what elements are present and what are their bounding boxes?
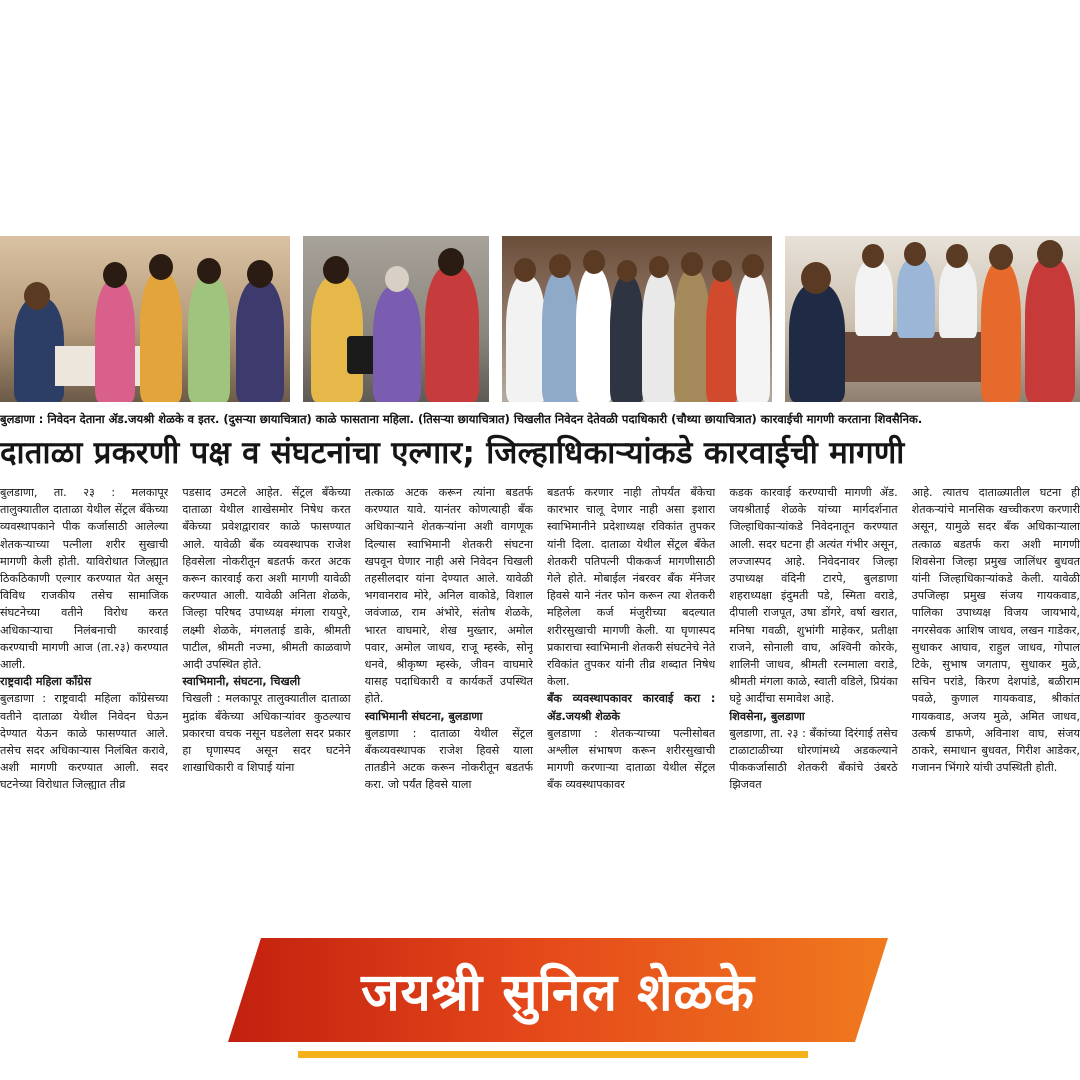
paragraph: पडसाद उमटले आहेत. सेंट्रल बँकेच्या दाताळा येथील शाखेसमोर निषेध करत बँकेच्या प्रवेशद्वारावर काळे फासण्यात आले. यावेळी बँक व्यवस्थापक राजेश हिवसेला नोकरीतून बडतर्फ करत अटक करून कारवाई करा अशी मागणी यावेळी करण्यात आली. यावेळी अनिता शेळके, जिल्हा परिषद उपाध्यक्ष मंगला रायपुरे, लक्ष्मी शेळके, मंगलताई डाके, श्रीमती पाटील, श्रीमती नज्मा, श्रीमती काळवाणे आदी उपस्थित होते.	[182, 486, 351, 672]
article-column-3	[365, 484, 533, 854]
photo-strip	[0, 236, 1080, 402]
subheading: बँक व्यवस्थापकावर कारवाई करा : ॲड.जयश्री शेळके	[546, 692, 716, 723]
banner-underline	[298, 1051, 808, 1058]
subheading: स्वाभिमानी, संघटना, चिखली	[182, 675, 301, 689]
subheading: स्वाभिमानी संघटना, बुलडाणा	[364, 709, 483, 723]
article-column-5	[729, 484, 897, 854]
photo-chikhli-group	[502, 236, 772, 402]
paragraph: तत्काळ अटक करून त्यांना बडतर्फ करण्यात यावे. यानंतर कोणत्याही बँक अधिकाऱ्याने शेतकऱ्यांना अशी वागणूक दिल्यास स्वाभिमानी शेतकरी संघटना खपवून घेणार नाही असे निवेदन चिखली तहसीलदार यांना देण्यात आले. यावेळी भगवानराव मोरे, अनिल वाकोडे, विशाल जवंजाळ, राम अंभोरे, संतोष शेळके, भारत वाघमारे, शेख मुख्तार, अमोल पवार, अमोल जाधव, राजू म्हस्के, सोनू धनवे, श्रीकृष्ण म्हस्के, जीवन वाघमारे यासह पदाधिकारी व कार्यकर्ते उपस्थित होते.	[364, 486, 533, 706]
subheading: शिवसेना, बुलडाणा	[729, 709, 805, 723]
paragraph: चिखली : मलकापूर तालुक्यातील दाताळा मुद्रांक बँकेच्या अधिकाऱ्यांवर कुठल्याच प्रकारचा वचक नसून घडलेला सदर प्रकार हा घृणास्पद असून सदर घटनेने शाखाधिकारी व शिपाई यांना	[182, 692, 351, 775]
article-column-6	[912, 484, 1080, 854]
photo-memorandum-submission	[0, 236, 290, 402]
paragraph: कडक कारवाई करण्याची मागणी ॲड. जयश्रीताई शेळके यांच्या मार्गदर्शनात जिल्हाधिकाऱ्यांकडे निवेदनातून करण्यात आली. सदर घटना ही अत्यंत गंभीर असून, लज्जास्पद आहे. निवेदनावर जिल्हा उपाध्यक्ष वंदिनी टारपे, बुलडाणा शहराध्यक्षा इंदुमती पडे, स्मिता वराडे, दीपाली राजपूत, उषा डोंगरे, वर्षा खरात, मनिषा गवळी, शुभांगी माहेकर, प्रतीक्षा राजने, सोनाली वाघ, अश्विनी कोरके, शालिनी जाधव, श्रीमती रत्नमाला वराडे, श्रीमती मंगला काळे, स्वाती वडिले, प्रियंका घट्टे आदींचा समावेश आहे.	[729, 486, 898, 706]
paragraph: बडतर्फ करणार नाही तोपर्यंत बँकेचा कारभार चालू देणार नाही असा इशारा स्वाभिमानीने प्रदेशाध्यक्ष रविकांत तुपकर यांनी दिला. दाताळा येथील सेंट्रल बँकेत शेतकरी पतिपत्नी पीककर्ज मागणीसाठी गेले होते. मोबाईल नंबरवर बँक मॅनेजर हिवसे याने नंतर फोन करून त्या शेतकरी महिलेला कर्ज मंजुरीच्या बदल्यात शरीरसुखाची मागणी केली. या घृणास्पद प्रकाराचा स्वाभिमानी शेतकरी संघटनेचे नेते रविकांत तुपकर यांनी तीव्र शब्दात निषेध केला.	[546, 486, 716, 689]
article-column-4	[547, 484, 715, 854]
name-banner	[228, 938, 888, 1060]
photo-caption: बुलडाणा : निवेदन देताना ॲड.जयश्री शेळके व इतर. (दुसऱ्या छायाचित्रात) काळे फासताना महिला. (तिसऱ्या छायाचित्रात) चिखलीत निवेदन देतेवळी पदाधिकारी (चौथ्या छायाचित्रात) कारवाईची मागणी करताना शिवसैनिक.	[0, 412, 923, 426]
article-column-1	[0, 484, 168, 854]
paragraph: बुलडाणा : शेतकऱ्याच्या पत्नीसोबत अश्लील संभाषण करून शरीरसुखाची मागणी करणाऱ्या दाताळा येथील सेंट्रल बँक व्यवस्थापकावर	[546, 726, 716, 792]
photo-ink-protest	[303, 236, 489, 402]
paragraph: आहे. त्यातच दाताळ्यातील घटना ही शेतकऱ्यांचे मानसिक खच्चीकरण करणारी असून, यामुळे सदर बँक अधिकाऱ्याला तत्काळ बडतर्फ करा अशी मागणी शिवसेना जिल्हा प्रमुख जालिंधर बुधवत यांनी जिल्हाधिकाऱ्यांकडे केली. यावेळी उपजिल्हा प्रमुख संजय गायकवाड, पालिका उपाध्यक्ष विजय जायभाये, नगरसेवक आशिष जाधव, लखन गाडेकर, सुधाकर आघाव, राहुल जाधव, गोपाल टिके, सुभाष जगताप, सुधाकर मुळे, सचिन परांडे, किरण देशपांडे, बळीराम पवळे, कुणाल गायकवाड, श्रीकांत गायकवाड, अजय मुळे, अमित जाधव, उत्कर्ष डाफणे, अविनाश वाघ, संजय ठाकरे, समाधान बुधवत, गिरीश आडेकर, गजानन भिंगारे यांची उपस्थिती होती.	[911, 486, 1080, 775]
banner-name: जयश्री सुनिल शेळके	[361, 962, 755, 1023]
paragraph: बुलडाणा, ता. २३ : मलकापूर तालुक्यातील दाताळा येथील सेंट्रल बँकेच्या व्यवस्थापकाने पीक कर्जासाठी आलेल्या शेतकऱ्याच्या पत्नीला शरीर सुखाची मागणी केली होती. याविरोधात जिल्ह्यात ठिकठिकाणी एल्गार करण्यात येत असून विविध राजकीय तसेच सामाजिक संघटनेच्या वतीने विरोध करत अधिकाऱ्याचा निलंबनाची कारवाई करण्याची मागणी आज (ता.२३) करण्यात आली.	[0, 486, 169, 672]
paragraph: बुलडाणा, ता. २३ : बँकांच्या दिरंगाई तसेच टाळाटाळीच्या धोरणांमध्ये अडकल्याने पीककर्जासाठी शेतकरी बँकांचे उंबरठे झिजवत	[729, 726, 898, 792]
photo-shivsena-demand	[785, 236, 1080, 402]
paragraph: बुलडाणा : राष्ट्रवादी महिला काँग्रेसच्या वतीने दाताळा येथील निवेदन घेऊन देण्यात येऊन काळे फासण्यात आले. तसेच सदर अधिकाऱ्यास निलंबित करावे, अशी मागणी करण्यात आली. सदर घटनेच्या विरोधात जिल्ह्यात तीव्र	[0, 692, 169, 792]
article-headline: दाताळा प्रकरणी पक्ष व संघटनांचा एल्गार; जिल्हाधिकाऱ्यांकडे कारवाईची मागणी	[0, 435, 905, 471]
article-body	[0, 484, 1080, 854]
subheading: राष्ट्रवादी महिला काँग्रेस	[0, 675, 92, 689]
article-column-2	[182, 484, 350, 854]
paragraph: बुलडाणा : दाताळा येथील सेंट्रल बँकव्यवस्थापक राजेश हिवसे याला तातडीने अटक करून नोकरीतून बडतर्फ करा. जो पर्यंत हिवसे याला	[364, 726, 533, 792]
